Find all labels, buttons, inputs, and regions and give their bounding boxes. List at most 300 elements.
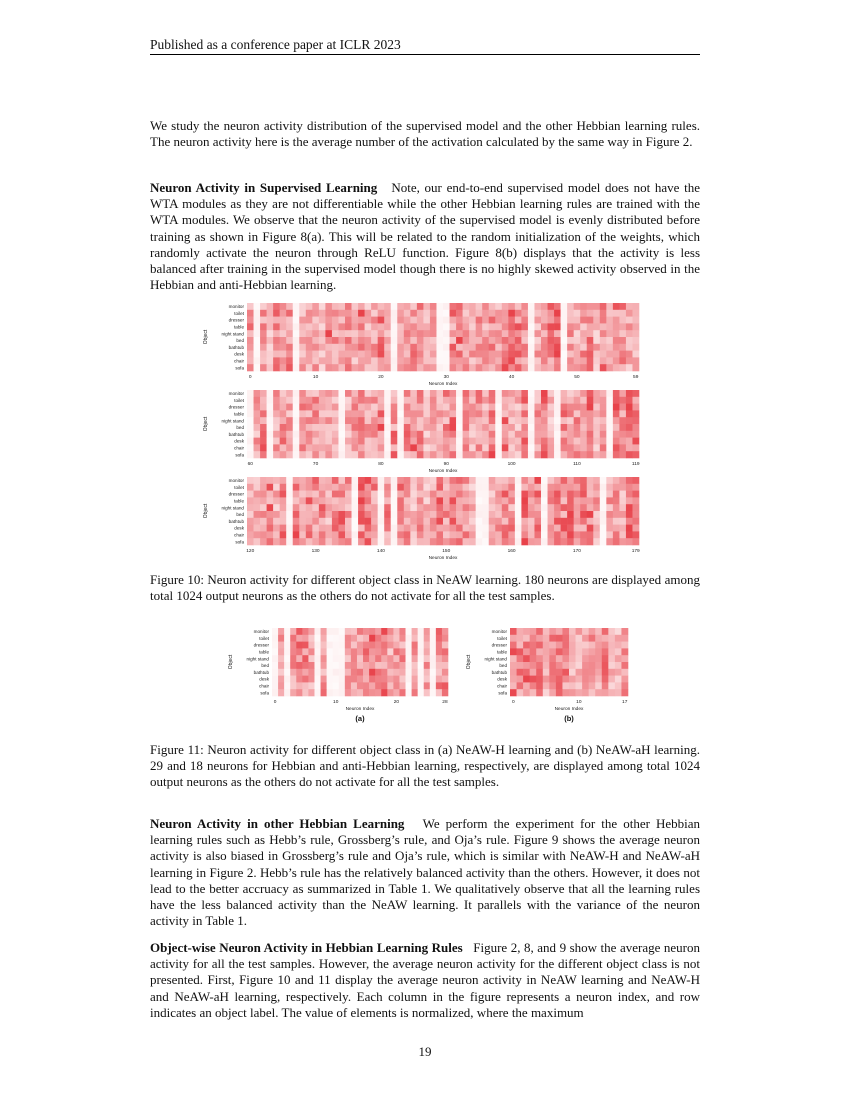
heatmap-cell bbox=[517, 669, 524, 676]
heatmap-cell bbox=[273, 531, 280, 538]
heatmap-cell bbox=[517, 676, 524, 683]
heatmap-cell bbox=[358, 303, 365, 310]
heatmap-cell bbox=[299, 330, 306, 337]
heatmap-cell bbox=[443, 491, 450, 498]
heatmap-cell bbox=[536, 689, 543, 696]
x-tick-label: 28 bbox=[442, 700, 448, 705]
row-label: bathtub bbox=[491, 669, 507, 675]
heatmap-cell bbox=[548, 538, 555, 545]
supervised-body: Note, our end-to-end supervised model does not have the WTA modules as they are not differentiable while the other Hebbian learning rules are trained with the WTA modules. We observe that the neuron activity of the supervised model is evenly distributed before training as shown in Figure 8(a). This will be related to the random initialization of the weights, which randomly activate the neuron through ReLU function. Figure 8(b) displays that the activity is less balanced after training in the supervised model though there is no highly skewed activity observed in the Hebbian and anti-Hebbian learning. bbox=[150, 180, 700, 293]
heatmap-cell bbox=[521, 397, 528, 404]
heatmap-cell bbox=[521, 404, 528, 411]
y-axis-label: Object bbox=[228, 654, 234, 670]
heatmap-cell bbox=[345, 397, 352, 404]
heatmap-cell bbox=[436, 484, 443, 491]
heatmap-cell bbox=[561, 424, 568, 431]
heatmap-cell bbox=[365, 491, 372, 498]
heatmap-cell bbox=[384, 484, 391, 491]
heatmap-cell bbox=[443, 431, 450, 438]
heatmap-cell bbox=[273, 477, 280, 484]
heatmap-cell bbox=[332, 351, 339, 358]
heatmap-cell bbox=[302, 682, 308, 689]
heatmap-cell bbox=[502, 525, 509, 532]
heatmap-cell bbox=[569, 635, 576, 642]
heatmap-cell bbox=[554, 351, 561, 358]
heatmap-cell bbox=[384, 417, 391, 424]
heatmap-cell bbox=[502, 531, 509, 538]
heatmap-cell bbox=[345, 511, 352, 518]
heatmap-cell bbox=[541, 310, 548, 317]
heatmap-cell bbox=[404, 525, 411, 532]
heatmap-cell bbox=[333, 662, 339, 669]
heatmap-cell bbox=[358, 444, 365, 451]
heatmap-cell bbox=[463, 410, 470, 417]
heatmap-cell bbox=[619, 451, 626, 458]
heatmap-cell bbox=[600, 484, 607, 491]
heatmap-cell bbox=[443, 344, 450, 351]
heatmap-cell bbox=[387, 655, 393, 662]
heatmap-cell bbox=[278, 669, 284, 676]
heatmap-cell bbox=[423, 410, 430, 417]
heatmap-cell bbox=[600, 330, 607, 337]
heatmap-cell bbox=[554, 518, 561, 525]
heatmap-cell bbox=[523, 648, 530, 655]
heatmap-cell bbox=[273, 317, 280, 324]
heatmap-cell bbox=[606, 323, 613, 330]
heatmap-cell bbox=[436, 357, 443, 364]
heatmap-cell bbox=[381, 682, 387, 689]
heatmap-cell bbox=[399, 689, 405, 696]
heatmap-cell bbox=[247, 525, 254, 532]
x-tick-label: 0 bbox=[273, 700, 277, 705]
heatmap-cell bbox=[443, 444, 450, 451]
heatmap-cell bbox=[306, 484, 313, 491]
heatmap-cell bbox=[580, 497, 587, 504]
heatmap-cell bbox=[369, 676, 375, 683]
heatmap-cell bbox=[284, 669, 290, 676]
heatmap-cell bbox=[476, 477, 483, 484]
heatmap-cell bbox=[548, 424, 555, 431]
heatmap-cell bbox=[406, 662, 412, 669]
heatmap-cell bbox=[312, 303, 319, 310]
heatmap-cell bbox=[397, 431, 404, 438]
heatmap-cell bbox=[254, 303, 261, 310]
heatmap-cell bbox=[523, 669, 530, 676]
heatmap-cell bbox=[384, 451, 391, 458]
heatmap-cell bbox=[606, 431, 613, 438]
heatmap-cell bbox=[621, 655, 628, 662]
heatmap-cell bbox=[549, 676, 556, 683]
heatmap-cell bbox=[554, 438, 561, 445]
heatmap-cell bbox=[587, 330, 594, 337]
heatmap-cell bbox=[423, 497, 430, 504]
heatmap-cell bbox=[489, 484, 496, 491]
heatmap-cell bbox=[541, 504, 548, 511]
heatmap-cell bbox=[314, 642, 320, 649]
heatmap-cell bbox=[417, 438, 424, 445]
heatmap-cell bbox=[391, 310, 398, 317]
heatmap-cell bbox=[314, 662, 320, 669]
heatmap-cell bbox=[593, 344, 600, 351]
heatmap-cell bbox=[574, 397, 581, 404]
heatmap-cell bbox=[378, 417, 385, 424]
heatmap-cell bbox=[442, 662, 448, 669]
heatmap-cell bbox=[351, 628, 357, 635]
heatmap-cell bbox=[574, 344, 581, 351]
heatmap-cell bbox=[299, 444, 306, 451]
heatmap-cell bbox=[286, 364, 293, 371]
heatmap-cell bbox=[530, 635, 537, 642]
heatmap-cell bbox=[600, 477, 607, 484]
heatmap-cell bbox=[381, 655, 387, 662]
heatmap-cell bbox=[602, 669, 609, 676]
heatmap-cell bbox=[561, 323, 568, 330]
heatmap-cell bbox=[515, 317, 522, 324]
heatmap-cell bbox=[582, 655, 589, 662]
heatmap-cell bbox=[615, 662, 622, 669]
heatmap-cell bbox=[293, 397, 300, 404]
heatmap-cell bbox=[384, 431, 391, 438]
heatmap-cell bbox=[325, 531, 332, 538]
heatmap-cell bbox=[476, 317, 483, 324]
heatmap-cell bbox=[482, 351, 489, 358]
heatmap-cell bbox=[523, 635, 530, 642]
heatmap-cell bbox=[430, 648, 436, 655]
heatmap-cell bbox=[325, 410, 332, 417]
heatmap-cell bbox=[534, 303, 541, 310]
heatmap-cell bbox=[569, 676, 576, 683]
heatmap-cell bbox=[567, 417, 574, 424]
heatmap-cell bbox=[365, 357, 372, 364]
heatmap-cell bbox=[619, 364, 626, 371]
heatmap-cell bbox=[569, 669, 576, 676]
heatmap-cell bbox=[410, 504, 417, 511]
heatmap-cell bbox=[476, 438, 483, 445]
heatmap-cell bbox=[600, 518, 607, 525]
heatmap-cell bbox=[286, 531, 293, 538]
heatmap-cell bbox=[615, 669, 622, 676]
heatmap-cell bbox=[278, 682, 284, 689]
heatmap-cell bbox=[534, 330, 541, 337]
heatmap-cell bbox=[345, 504, 352, 511]
heatmap-cell bbox=[430, 323, 437, 330]
heatmap-cell bbox=[574, 444, 581, 451]
heatmap-cell bbox=[626, 424, 633, 431]
heatmap-cell bbox=[587, 337, 594, 344]
heatmap-cell bbox=[554, 431, 561, 438]
heatmap-cell bbox=[508, 417, 515, 424]
heatmap-cell bbox=[423, 404, 430, 411]
heatmap-cell bbox=[489, 330, 496, 337]
heatmap-cell bbox=[463, 504, 470, 511]
heatmap-cell bbox=[417, 504, 424, 511]
heatmap-cell bbox=[463, 484, 470, 491]
heatmap-cell bbox=[534, 444, 541, 451]
heatmap-cell bbox=[476, 330, 483, 337]
heatmap-cell bbox=[515, 525, 522, 532]
heatmap-cell bbox=[495, 364, 502, 371]
heatmap-cell bbox=[391, 538, 398, 545]
heatmap-cell bbox=[399, 642, 405, 649]
heatmap-cell bbox=[574, 410, 581, 417]
heatmap-cell bbox=[523, 662, 530, 669]
heatmap-cell bbox=[515, 491, 522, 498]
heatmap-cell bbox=[450, 417, 457, 424]
heatmap-cell bbox=[333, 642, 339, 649]
heatmap-cell bbox=[404, 511, 411, 518]
heatmap-cell bbox=[626, 525, 633, 532]
heatmap-cell bbox=[325, 303, 332, 310]
heatmap-cell bbox=[619, 444, 626, 451]
heatmap-cell bbox=[548, 351, 555, 358]
heatmap-cell bbox=[384, 323, 391, 330]
heatmap-cell bbox=[561, 497, 568, 504]
heatmap-cell bbox=[489, 364, 496, 371]
heatmap-cell bbox=[312, 330, 319, 337]
heatmap-cell bbox=[280, 337, 287, 344]
heatmap-cell bbox=[582, 682, 589, 689]
heatmap-cell bbox=[278, 676, 284, 683]
heatmap-cell bbox=[567, 404, 574, 411]
heatmap-cell bbox=[280, 410, 287, 417]
heatmap-cell bbox=[508, 404, 515, 411]
row-label: table bbox=[234, 498, 244, 504]
heatmap-cell bbox=[443, 357, 450, 364]
heatmap-cell bbox=[489, 424, 496, 431]
heatmap-cell bbox=[508, 531, 515, 538]
heatmap-cell bbox=[299, 303, 306, 310]
heatmap-cell bbox=[613, 511, 620, 518]
heatmap-cell bbox=[549, 682, 556, 689]
heatmap-cell bbox=[302, 676, 308, 683]
heatmap-cell bbox=[417, 404, 424, 411]
heatmap-cell bbox=[534, 357, 541, 364]
heatmap-cell bbox=[495, 525, 502, 532]
heatmap-cell bbox=[576, 628, 583, 635]
heatmap-cell bbox=[523, 682, 530, 689]
heatmap-cell bbox=[600, 317, 607, 324]
row-label: bed bbox=[236, 338, 244, 344]
heatmap-cell bbox=[606, 351, 613, 358]
heatmap-cell bbox=[430, 410, 437, 417]
heatmap-cell bbox=[606, 504, 613, 511]
heatmap-cell bbox=[254, 538, 261, 545]
heatmap-cell bbox=[489, 491, 496, 498]
heatmap-cell bbox=[358, 518, 365, 525]
heatmap-cell bbox=[574, 477, 581, 484]
heatmap-cell bbox=[580, 511, 587, 518]
heatmap-cell bbox=[378, 431, 385, 438]
heatmap-cell bbox=[528, 364, 535, 371]
heatmap-cell bbox=[543, 628, 550, 635]
heatmap-cell bbox=[534, 484, 541, 491]
heatmap-cell bbox=[576, 655, 583, 662]
heatmap-cell bbox=[338, 330, 345, 337]
heatmap-cell bbox=[580, 410, 587, 417]
heatmap-cell bbox=[352, 477, 359, 484]
x-tick-label: 90 bbox=[443, 462, 449, 467]
heatmap-cell bbox=[463, 337, 470, 344]
heatmap-cell bbox=[327, 628, 333, 635]
heatmap-cell bbox=[306, 364, 313, 371]
heatmap-cell bbox=[299, 351, 306, 358]
heatmap-cell bbox=[365, 397, 372, 404]
heatmap-cell bbox=[536, 648, 543, 655]
heatmap-cell bbox=[508, 410, 515, 417]
heatmap-cell bbox=[574, 525, 581, 532]
heatmap-cell bbox=[397, 330, 404, 337]
heatmap-cell bbox=[621, 635, 628, 642]
heatmap-cell bbox=[613, 497, 620, 504]
heatmap-cell bbox=[613, 491, 620, 498]
heatmap-cell bbox=[502, 417, 509, 424]
heatmap-cell bbox=[417, 337, 424, 344]
heatmap-cell bbox=[273, 390, 280, 397]
heatmap-cell bbox=[456, 357, 463, 364]
heatmap-cell bbox=[567, 351, 574, 358]
heatmap-cell bbox=[267, 310, 274, 317]
heatmap-cell bbox=[397, 438, 404, 445]
heatmap-cell bbox=[534, 323, 541, 330]
heatmap-cell bbox=[554, 317, 561, 324]
heatmap-cell bbox=[345, 310, 352, 317]
heatmap-cell bbox=[621, 669, 628, 676]
heatmap-cell bbox=[424, 689, 430, 696]
heatmap-cell bbox=[608, 648, 615, 655]
heatmap-cell bbox=[378, 330, 385, 337]
heatmap-cell bbox=[338, 497, 345, 504]
heatmap-cell bbox=[260, 357, 267, 364]
heatmap-cell bbox=[404, 504, 411, 511]
heatmap-cell bbox=[469, 477, 476, 484]
heatmap-cell bbox=[456, 525, 463, 532]
heatmap-cell bbox=[254, 410, 261, 417]
heatmap-cell bbox=[593, 303, 600, 310]
heatmap-cell bbox=[574, 303, 581, 310]
heatmap-cell bbox=[391, 438, 398, 445]
heatmap-cell bbox=[375, 682, 381, 689]
heatmap-cell bbox=[567, 491, 574, 498]
heatmap-cell bbox=[384, 477, 391, 484]
heatmap-cell bbox=[280, 451, 287, 458]
heatmap-cell bbox=[443, 518, 450, 525]
heatmap-cell bbox=[387, 669, 393, 676]
heatmap-cell bbox=[593, 397, 600, 404]
heatmap-cell bbox=[424, 662, 430, 669]
heatmap-cell bbox=[613, 431, 620, 438]
heatmap-cell bbox=[456, 330, 463, 337]
heatmap-cell bbox=[442, 655, 448, 662]
heatmap-cell bbox=[621, 682, 628, 689]
row-label: bathtub bbox=[253, 669, 269, 675]
heatmap-cell bbox=[580, 417, 587, 424]
heatmap-cell bbox=[290, 655, 296, 662]
heatmap-cell bbox=[567, 484, 574, 491]
heatmap-cell bbox=[397, 518, 404, 525]
heatmap-cell bbox=[358, 310, 365, 317]
heatmap-cell bbox=[495, 431, 502, 438]
heatmap-cell bbox=[549, 669, 556, 676]
heatmap-cell bbox=[521, 424, 528, 431]
figure-11-caption: Figure 11: Neuron activity for different object class in (a) NeAW-H learning and (b) NeAW-aH learning. 29 and 18 neurons for Hebbian and anti-Hebbian learning, respectively, are displayed among total 1024 output neurons as the others do not activate for all the test samples. bbox=[150, 742, 700, 790]
heatmap-cell bbox=[541, 491, 548, 498]
heatmap-cell bbox=[306, 351, 313, 358]
heatmap-cell bbox=[587, 417, 594, 424]
heatmap-cell bbox=[363, 676, 369, 683]
heatmap-cell bbox=[574, 390, 581, 397]
heatmap-cell bbox=[580, 357, 587, 364]
heatmap-cell bbox=[562, 642, 569, 649]
heatmap-cell bbox=[436, 323, 443, 330]
heatmap-cell bbox=[302, 648, 308, 655]
heatmap-cell bbox=[358, 397, 365, 404]
heatmap-cell bbox=[489, 525, 496, 532]
heatmap-cell bbox=[574, 417, 581, 424]
heatmap-cell bbox=[619, 390, 626, 397]
heatmap-cell bbox=[319, 417, 326, 424]
heatmap-cell bbox=[365, 477, 372, 484]
heatmap-cell bbox=[567, 337, 574, 344]
heatmap-cell bbox=[476, 525, 483, 532]
heatmap-cell bbox=[561, 525, 568, 532]
heatmap-cell bbox=[548, 504, 555, 511]
heatmap-cell bbox=[399, 682, 405, 689]
heatmap-cell bbox=[626, 444, 633, 451]
heatmap-cell bbox=[417, 310, 424, 317]
heatmap-cell bbox=[508, 397, 515, 404]
heatmap-cell bbox=[593, 451, 600, 458]
heatmap-cell bbox=[430, 310, 437, 317]
heatmap-cell bbox=[443, 451, 450, 458]
heatmap-cell bbox=[456, 417, 463, 424]
heatmap-cell bbox=[436, 642, 442, 649]
heatmap-cell bbox=[345, 477, 352, 484]
heatmap-cell bbox=[247, 344, 254, 351]
heatmap-cell bbox=[602, 635, 609, 642]
heatmap-cell bbox=[430, 438, 437, 445]
row-label: toilet bbox=[234, 484, 244, 490]
heatmap-cell bbox=[391, 357, 398, 364]
heatmap-cell bbox=[608, 676, 615, 683]
heatmap-cell bbox=[338, 404, 345, 411]
heatmap-panel-3 bbox=[228, 628, 448, 723]
heatmap-cell bbox=[410, 344, 417, 351]
heatmap-cell bbox=[325, 357, 332, 364]
heatmap-cell bbox=[397, 497, 404, 504]
heatmap-cell bbox=[482, 317, 489, 324]
heatmap-cell bbox=[339, 669, 345, 676]
heatmap-cell bbox=[254, 317, 261, 324]
heatmap-cell bbox=[371, 351, 378, 358]
heatmap-cell bbox=[632, 511, 639, 518]
heatmap-cell bbox=[406, 628, 412, 635]
heatmap-cell bbox=[325, 397, 332, 404]
x-tick-label: 140 bbox=[376, 549, 385, 554]
heatmap-cell bbox=[463, 491, 470, 498]
heatmap-cell bbox=[404, 491, 411, 498]
heatmap-cell bbox=[423, 364, 430, 371]
heatmap-cell bbox=[312, 518, 319, 525]
x-tick-label: 30 bbox=[443, 375, 449, 380]
heatmap-cell bbox=[404, 337, 411, 344]
heatmap-cell bbox=[273, 518, 280, 525]
heatmap-cell bbox=[521, 351, 528, 358]
heatmap-cell bbox=[339, 682, 345, 689]
heatmap-cell bbox=[569, 689, 576, 696]
heatmap-cell bbox=[502, 444, 509, 451]
heatmap-cell bbox=[418, 682, 424, 689]
heatmap-cell bbox=[378, 310, 385, 317]
